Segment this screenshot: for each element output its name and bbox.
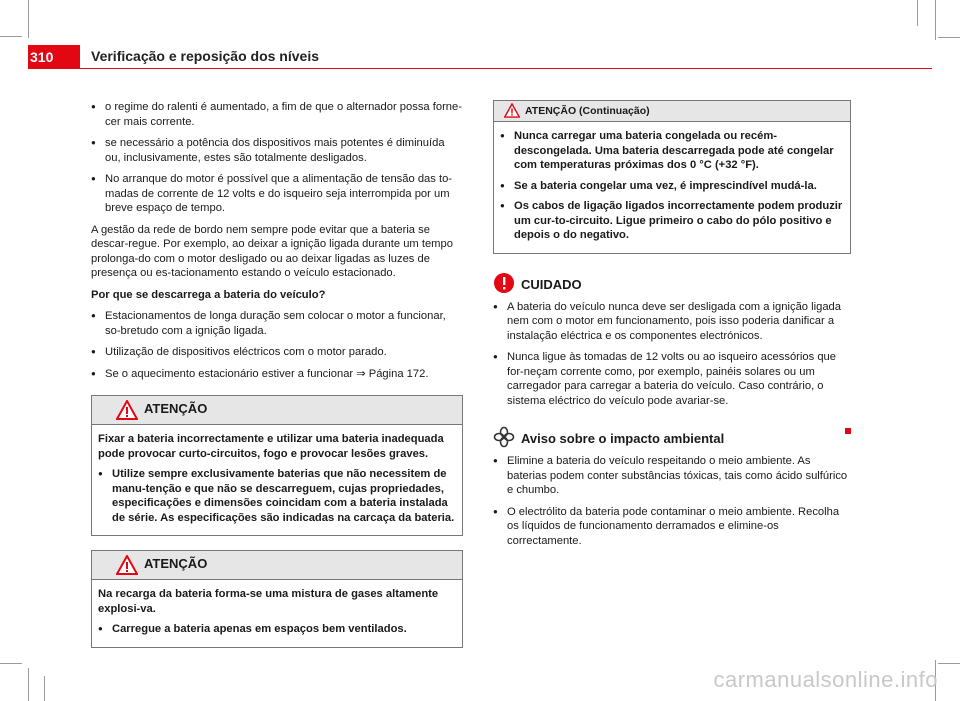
section-end-marker [845, 428, 851, 434]
warning-title: ATENÇÃO (Continuação) [525, 105, 650, 117]
warning-header [92, 551, 462, 580]
warning-text: Na recarga da bateria forma-se uma mistura de gases altamente explosi-va. [98, 588, 439, 615]
crop-mark [935, 0, 936, 40]
right-column [493, 100, 851, 555]
warning-header [494, 101, 850, 122]
list-item: ● Nunca carregar uma bateria congelada ou recém-descongelada. Uma bateria descarregada pode até congelar com temperaturas próximas dos 0 °C (+32 °F). [500, 129, 844, 173]
caution-header [493, 272, 851, 296]
crop-mark [28, 0, 29, 38]
warning-box [91, 395, 463, 536]
list-item: ● o regime do ralenti é aumentado, a fim de que o alternador possa forne-cer mais corrente. [91, 100, 463, 129]
left-column [91, 100, 463, 660]
crop-mark [28, 668, 29, 701]
list-item: ● O electrólito da bateria pode contaminar o meio ambiente. Recolha os líquidos de funcionamento derramados e elimine-os correctamente. [493, 505, 851, 549]
list-item: ● Nunca ligue às tomadas de 12 volts ou ao isqueiro acessórios que for-neçam corrente como, por exemplo, painéis solares ou um carregador para carregar a bateria do veículo. Caso contrário, o sistema eléctrico do veículo pode avariar-se. [493, 350, 851, 408]
warning-text: Fixar a bateria incorrectamente e utilizar uma bateria inadequada pode provocar curto-circuitos, fogo e provocar lesões graves. [98, 433, 444, 460]
list-item: ● No arranque do motor é possível que a alimentação de tensão das to-madas de corrente de 12 volts e do isqueiro seja interrompida por um breve espaço de tempo. [91, 172, 463, 216]
warning-body [494, 122, 850, 253]
warning-title: ATENÇÃO [144, 556, 208, 571]
caution-title: CUIDADO [521, 276, 582, 292]
crop-mark [44, 676, 45, 701]
list-item: ● Utilize sempre exclusivamente baterias que não necessitem de manu-tenção e que não se descarreguem, cujas propriedades, especificações e dimensões coincidam com a bateria instalada de série. As especificações são indicadas na carcaça da bateria. [98, 467, 456, 525]
subheading: Por que se descarrega a bateria do veículo? [91, 288, 326, 301]
crop-mark [938, 663, 960, 664]
watermark: carmanualsonline.info [713, 667, 938, 692]
list-item: ● Carregue a bateria apenas em espaços bem ventilados. [98, 622, 456, 637]
crop-mark [938, 37, 960, 38]
environment-header [493, 426, 851, 450]
warning-continuation-box [493, 100, 851, 254]
warning-triangle-icon [116, 555, 138, 580]
environment-title: Aviso sobre o impacto ambiental [521, 431, 725, 446]
warning-title: ATENÇÃO [144, 401, 208, 416]
warning-header [92, 396, 462, 425]
warning-body [92, 580, 462, 647]
warning-box [91, 550, 463, 648]
warning-triangle-icon [504, 103, 520, 123]
body-paragraph: A gestão da rede de bordo nem sempre pode evitar que a bateria se descar-regue. Por exemplo, ao deixar a ignição ligada durante um tempo prolonga-do com o motor desligado ou ao deixar ligadas as luzes de presença ou es-tacionamento estando o veículo estacionado. [91, 223, 453, 279]
crop-mark [0, 36, 22, 37]
list-item: ● Se a bateria congelar uma vez, é imprescindível mudá-la. [500, 179, 844, 194]
list-item: ● se necessário a potência dos dispositivos mais potentes é diminuída ou, inclusivamente, estes são totalmente desligados. [91, 136, 463, 165]
list-item: ● Utilização de dispositivos eléctricos com o motor parado. [91, 345, 463, 360]
list-item: ● Se o aquecimento estacionário estiver a funcionar ⇒ Página 172. [91, 367, 463, 382]
page-title: Verificação e reposição dos níveis [91, 48, 319, 64]
environment-leaf-icon [493, 426, 515, 453]
warning-body [92, 425, 462, 535]
list-item: ● Elimine a bateria do veículo respeitando o meio ambiente. As baterias podem conter substâncias tóxicas, tais como ácido sulfúrico e chumbo. [493, 454, 851, 498]
crop-mark [917, 0, 918, 26]
crop-mark [0, 663, 22, 664]
caution-exclamation-icon [493, 272, 515, 299]
header-rule [80, 68, 932, 69]
list-item: ● Estacionamentos de longa duração sem colocar o motor a funcionar, so-bretudo com a ignição ligada. [91, 309, 463, 338]
list-item: ● A bateria do veículo nunca deve ser desligada com a ignição ligada nem com o motor em funcionamento, pois isso poderia danificar a instalação eléctrica e os componentes electrónicos. [493, 300, 851, 344]
list-item: ● Os cabos de ligação ligados incorrectamente podem produzir um cur-to-circuito. Ligue primeiro o cabo do pólo positivo e depois o do negativo. [500, 199, 844, 243]
warning-triangle-icon [116, 400, 138, 425]
page-number: 310 [28, 45, 80, 69]
